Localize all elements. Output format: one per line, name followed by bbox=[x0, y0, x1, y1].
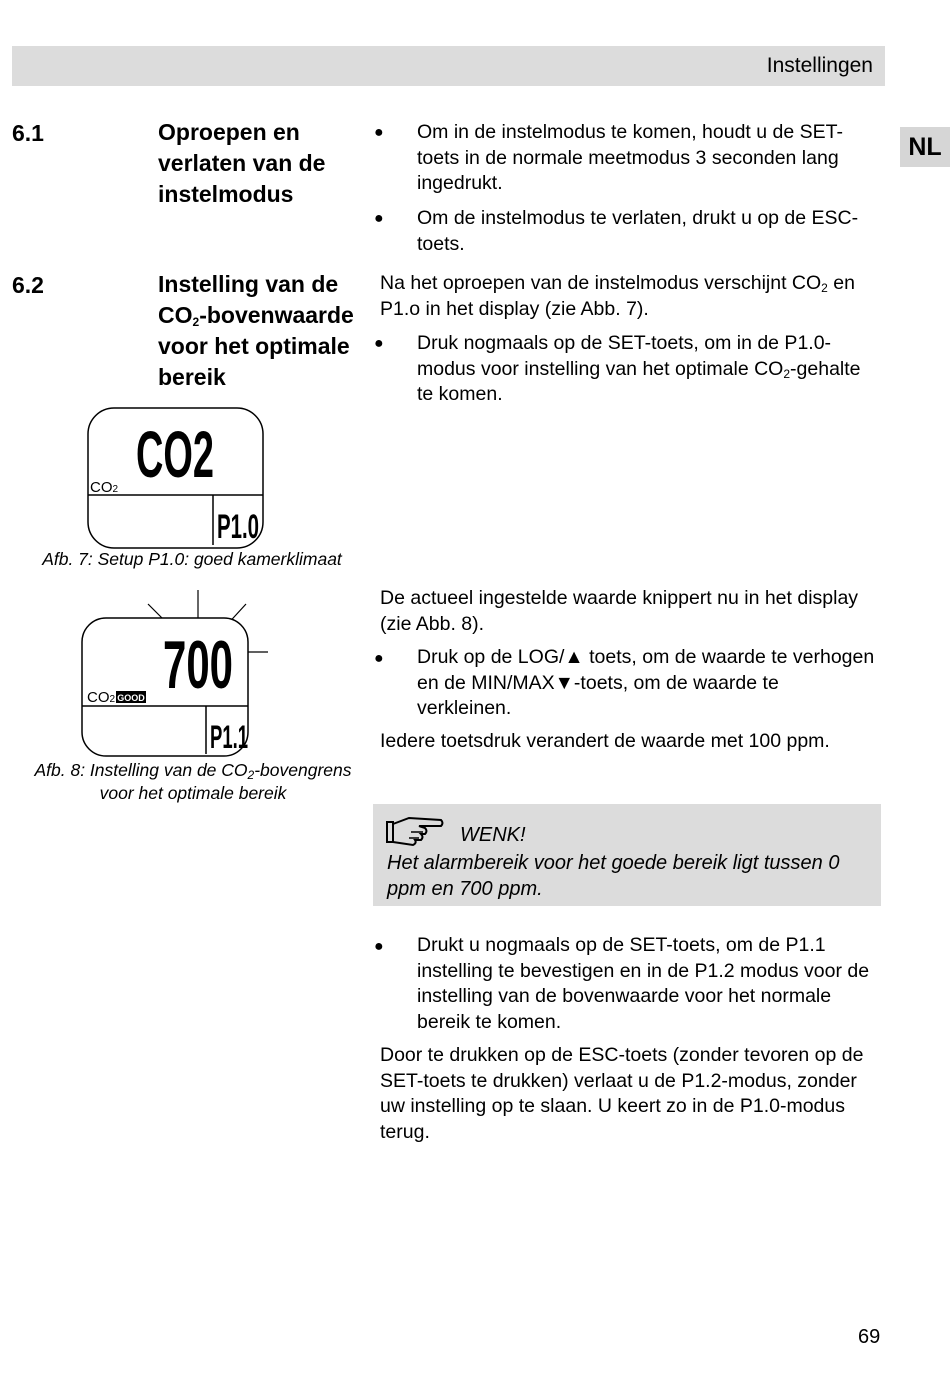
lcd-main-readout: 700 bbox=[163, 627, 233, 703]
page-header bbox=[12, 46, 885, 86]
bullet-text: Druk nogmaals op de SET-toets, om in de P1.0-modus voor instelling van het optimale $CO_2$-gehalte te komen. bbox=[417, 332, 861, 405]
section-title: Instelling van de $CO_2$-bovenwaarde voor het optimale bereik bbox=[158, 271, 354, 390]
paragraph: Door te drukken op de ESC-toets (zonder tevoren op de SET-toets te drukken) verlaat u de P1.2-modus, zonder uw instelling op te slaan. U keert zo in de P1.0-modus terug. bbox=[380, 1044, 864, 1143]
figure-7-display bbox=[80, 405, 275, 555]
co2-label: CO2 bbox=[90, 479, 119, 496]
figure-7-caption: Afb. 7: Setup P1.0: goed kamerklimaat bbox=[42, 549, 342, 569]
good-badge-text: GOOD bbox=[117, 693, 145, 703]
lcd-param-readout: P1.0 bbox=[217, 508, 259, 546]
bullet-marker: ● bbox=[374, 124, 384, 141]
note-box bbox=[373, 804, 881, 906]
figure-8-caption: Afb. 8: Instelling van de $CO_2$-bovengrens voor het optimale bereik bbox=[34, 760, 352, 803]
bullet-text: Druk op de LOG/▲ toets, om de waarde te verhogen en de MIN/MAX▼-toets, om de waarde te verkleinen. bbox=[417, 646, 875, 719]
paragraph: Iedere toetsdruk verandert de waarde met 100 ppm. bbox=[380, 730, 830, 752]
page-number: 69 bbox=[858, 1326, 881, 1348]
lcd-main-readout: CO2 bbox=[136, 417, 214, 491]
bullet-marker: ● bbox=[374, 210, 384, 227]
co2-label: CO2 bbox=[87, 689, 116, 706]
note-title: WENK! bbox=[460, 824, 526, 846]
bullet-marker: ● bbox=[374, 650, 384, 667]
language-tab: NL bbox=[900, 127, 950, 167]
bullet-marker: ● bbox=[374, 938, 384, 955]
header-title: Instellingen bbox=[766, 54, 873, 77]
section-title: Oproepen en verlaten van de instelmodus bbox=[158, 119, 326, 207]
section-intro: Na het oproepen van de instelmodus verschijnt $CO_2$ en P1.o in het display (zie Abb. 7). bbox=[380, 272, 855, 320]
section-number: 6.1 bbox=[12, 120, 44, 146]
bullet-marker: ● bbox=[374, 335, 384, 352]
figure-8-display bbox=[76, 588, 276, 763]
section-number: 6.2 bbox=[12, 272, 44, 298]
paragraph: De actueel ingestelde waarde knippert nu in het display (zie Abb. 8). bbox=[380, 587, 859, 635]
lcd-param-readout: P1.1 bbox=[210, 719, 248, 755]
bullet-text: Drukt u nogmaals op de SET-toets, om de P1.1 instelling te bevestigen en in de P1.2 modus voor de instelling van de bovenwaarde voor het normale bereik te komen. bbox=[417, 934, 870, 1033]
bullet-text: Om de instelmodus te verlaten, drukt u op de ESC-toets. bbox=[417, 207, 859, 255]
note-text: Het alarmbereik voor het goede bereik ligt tussen 0 ppm en 700 ppm. bbox=[387, 852, 840, 900]
bullet-text: Om in de instelmodus te komen, houdt u de SET-toets in de normale meetmodus 3 seconden lang ingedrukt. bbox=[417, 121, 843, 194]
pointing-hand-icon bbox=[385, 814, 445, 848]
